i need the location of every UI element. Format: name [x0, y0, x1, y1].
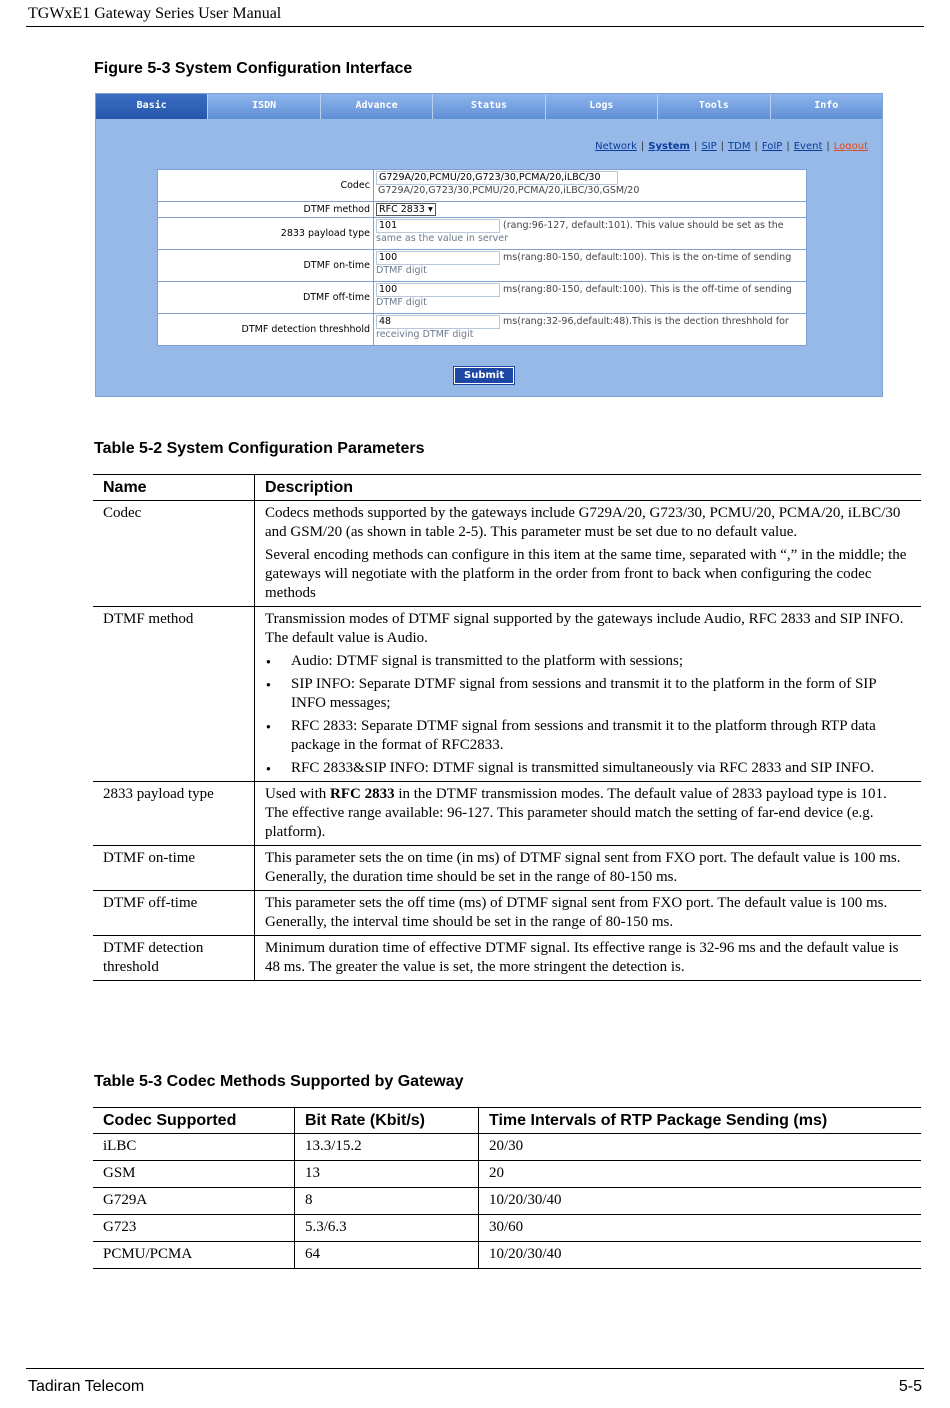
- row-desc: This parameter sets the on time (in ms) of DTMF signal sent from FXO port. The default value is 100 ms. Generally, the duration time should be set in the range of 80-150 ms.: [255, 846, 922, 891]
- row-desc: [255, 782, 922, 846]
- nav-foip-link[interactable]: FoIP: [761, 141, 783, 152]
- bitrate-cell: 5.3/6.3: [295, 1215, 479, 1242]
- nav-system-link[interactable]: System: [648, 141, 690, 152]
- threshold-hint-cont: receiving DTMF digit: [376, 329, 474, 340]
- tab-isdn[interactable]: ISDN: [208, 94, 320, 119]
- codec-cell: G723: [93, 1215, 295, 1242]
- nav-logout-link[interactable]: Logout: [833, 141, 868, 152]
- tab-status[interactable]: Status: [433, 94, 545, 119]
- nav-separator: |: [754, 141, 758, 152]
- row-name: 2833 payload type: [93, 782, 255, 846]
- row-name: DTMF on-time: [93, 846, 255, 891]
- codec-cell: iLBC: [93, 1134, 295, 1161]
- desc-text: in the DTMF transmission modes. The default value of 2833 payload type is 101. The effective range available: 96-127. This parameter should match the setting of far-end device (e.g. platform).: [265, 786, 887, 840]
- codec-input[interactable]: G729A/20,PCMU/20,G723/30,PCMA/20,iLBC/30: [376, 171, 618, 185]
- row-desc: This parameter sets the off time (ms) of DTMF signal sent from FXO port. The default value is 100 ms. Generally, the interval time should be set in the range of 80-150 ms.: [255, 891, 922, 936]
- footer-rule: [26, 1368, 924, 1369]
- list-item: ● Audio: DTMF signal is transmitted to the platform with sessions;: [291, 652, 911, 671]
- off-time-hint-cont: DTMF digit: [376, 297, 427, 308]
- codec-cell: GSM: [93, 1161, 295, 1188]
- table3-caption: Table 5-3 Codec Methods Supported by Gateway: [94, 1073, 464, 1090]
- nav-separator: |: [640, 141, 645, 152]
- nav-event-link[interactable]: Event: [793, 141, 823, 152]
- page-number: 5-5: [898, 1378, 922, 1395]
- dtmf-method-value: RFC 2833: [379, 204, 425, 215]
- table2-header-name: Name: [93, 475, 255, 501]
- payload-type-hint: (rang:96-127, default:101). This value should be set as the: [503, 220, 784, 231]
- on-time-label: DTMF on-time: [158, 250, 374, 282]
- desc-bold: RFC 2833: [330, 786, 395, 802]
- payload-type-input[interactable]: 101: [376, 219, 500, 233]
- tab-tools[interactable]: Tools: [658, 94, 770, 119]
- chevron-down-icon: ▾: [427, 204, 433, 215]
- list-item: ● SIP INFO: Separate DTMF signal from sessions and transmit it to the platform in the form of SIP INFO messages;: [291, 675, 911, 713]
- tab-bar: [96, 94, 882, 119]
- desc-text: Used with: [265, 786, 330, 802]
- nav-separator: |: [693, 141, 698, 152]
- table-row: [93, 501, 921, 607]
- submit-button[interactable]: Submit: [454, 367, 514, 384]
- table2-caption: Table 5-2 System Configuration Parameters: [94, 440, 425, 457]
- table-row: [93, 1242, 921, 1269]
- table-row: [93, 607, 921, 782]
- nav-network-link[interactable]: Network: [595, 141, 637, 152]
- table-row: [93, 1134, 921, 1161]
- header-rule: [26, 26, 924, 27]
- list-item: ● RFC 2833: Separate DTMF signal from sessions and transmit it to the platform through RTP data package in the format of RFC2833.: [291, 717, 911, 755]
- tab-info[interactable]: Info: [814, 100, 839, 111]
- bitrate-cell: 13: [295, 1161, 479, 1188]
- dtmf-method-select[interactable]: [376, 203, 436, 216]
- payload-type-hint-cont: same as the value in server: [376, 233, 509, 244]
- codec-label: Codec: [158, 170, 374, 202]
- table-row: [93, 782, 921, 846]
- tab-logs[interactable]: Logs: [546, 94, 658, 119]
- nav-separator: |: [720, 141, 725, 152]
- codec-cell: PCMU/PCMA: [93, 1242, 295, 1269]
- nav-sip-link[interactable]: SIP: [701, 141, 717, 152]
- on-time-input[interactable]: 100: [376, 251, 500, 265]
- table-row: [93, 936, 921, 981]
- codec-methods-table: [93, 1107, 921, 1269]
- codec-cell: G729A: [93, 1188, 295, 1215]
- table3-header-interval: Time Intervals of RTP Package Sending (ms): [479, 1108, 922, 1134]
- sub-navigation: [595, 141, 868, 152]
- off-time-hint: ms(rang:80-150, default:100). This is the off-time of sending: [503, 284, 792, 295]
- table2-header-desc: Description: [255, 475, 922, 501]
- bitrate-cell: 64: [295, 1242, 479, 1269]
- interval-cell: 20: [479, 1161, 922, 1188]
- row-name: Codec: [93, 501, 255, 607]
- tab-basic[interactable]: Basic: [96, 94, 208, 119]
- row-desc: Several encoding methods can configure in this item at the same time, separated with “,” in the middle; the gateways will negotiate with the platform in the order from front to back when configuring the codec methods: [265, 547, 907, 601]
- row-name: DTMF method: [93, 607, 255, 782]
- bitrate-cell: 13.3/15.2: [295, 1134, 479, 1161]
- row-name: DTMF off-time: [93, 891, 255, 936]
- off-time-label: DTMF off-time: [158, 282, 374, 314]
- threshold-input[interactable]: 48: [376, 315, 500, 329]
- row-name: DTMF detection threshold: [93, 936, 255, 981]
- tab-advance[interactable]: Advance: [321, 94, 433, 119]
- payload-type-label: 2833 payload type: [158, 218, 374, 250]
- list-item: ● RFC 2833&SIP INFO: DTMF signal is transmitted simultaneously via RFC 2833 and SIP INFO.: [291, 759, 911, 778]
- nav-tdm-link[interactable]: TDM: [728, 141, 751, 152]
- table3-header-bitrate: Bit Rate (Kbit/s): [295, 1108, 479, 1134]
- interval-cell: 20/30: [479, 1134, 922, 1161]
- threshold-label: DTMF detection threshhold: [158, 314, 374, 346]
- table-row: [93, 1188, 921, 1215]
- row-desc: Codecs methods supported by the gateways include G729A/20, G723/30, PCMU/20, PCMA/20, iLBC/30 and GSM/20 (as shown in table 2-5). This parameter must be set due to no default value.: [265, 505, 901, 540]
- interval-cell: 10/20/30/40: [479, 1242, 922, 1269]
- figure-caption: Figure 5-3 System Configuration Interface: [94, 60, 413, 77]
- footer-company: Tadiran Telecom: [28, 1378, 145, 1395]
- dtmf-mode-list: [265, 652, 911, 778]
- row-desc: Transmission modes of DTMF signal supported by the gateways include Audio, RFC 2833 and SIP INFO. The default value is Audio.: [265, 611, 904, 646]
- system-params-table: [93, 474, 921, 981]
- nav-separator: |: [826, 141, 830, 152]
- page-header: TGWxE1 Gateway Series User Manual: [28, 5, 282, 22]
- bitrate-cell: 8: [295, 1188, 479, 1215]
- off-time-input[interactable]: 100: [376, 283, 500, 297]
- interval-cell: 30/60: [479, 1215, 922, 1242]
- nav-separator: |: [786, 141, 790, 152]
- table-row: [93, 846, 921, 891]
- table3-header-codec: Codec Supported: [93, 1108, 295, 1134]
- table-row: [93, 1215, 921, 1242]
- codec-hint: G729A/20,G723/30,PCMU/20,PCMA/20,iLBC/30,GSM/20: [378, 185, 640, 196]
- row-desc: Minimum duration time of effective DTMF signal. Its effective range is 32-96 ms and the default value is 48 ms. The greater the value is set, the more stringent the detection is.: [255, 936, 922, 981]
- table-row: [93, 1161, 921, 1188]
- on-time-hint-cont: DTMF digit: [376, 265, 427, 276]
- system-config-form: [157, 169, 807, 346]
- on-time-hint: ms(rang:80-150, default:100). This is the on-time of sending: [503, 252, 792, 263]
- interval-cell: 10/20/30/40: [479, 1188, 922, 1215]
- table-row: [93, 891, 921, 936]
- threshold-hint: ms(rang:32-96,default:48).This is the dection threshhold for: [503, 316, 789, 327]
- dtmf-method-label: DTMF method: [158, 202, 374, 218]
- config-screenshot: [95, 93, 883, 397]
